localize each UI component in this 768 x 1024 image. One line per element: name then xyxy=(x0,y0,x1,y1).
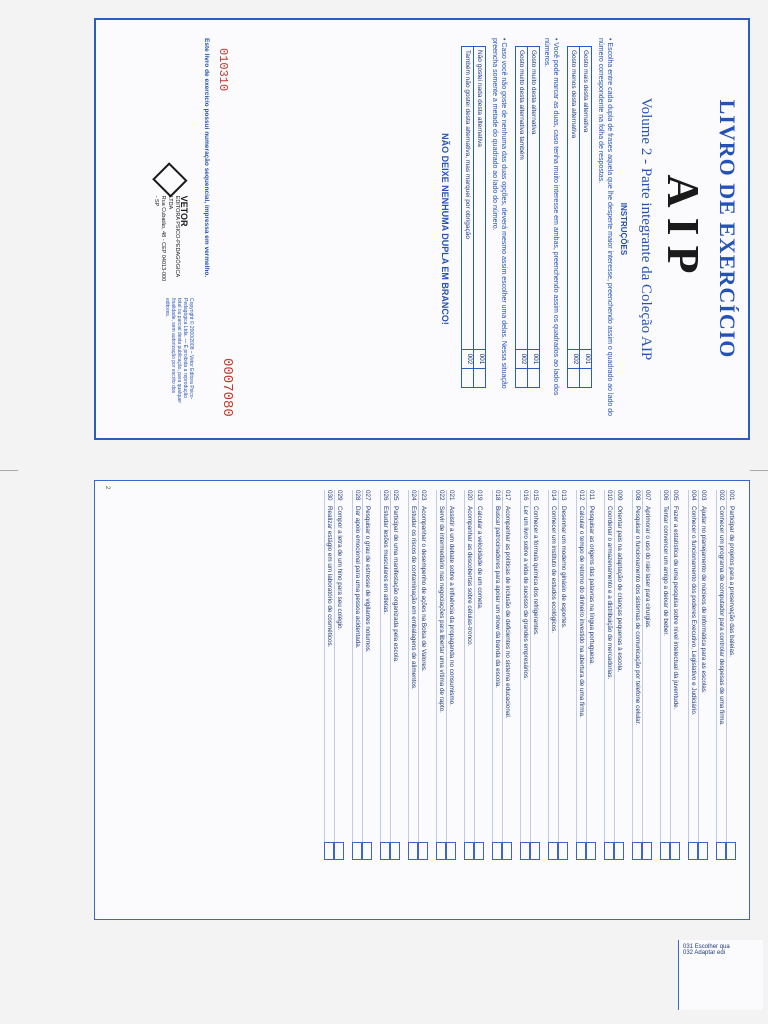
question-text: Orientar pais na adaptação de crianças pequenas à escola. xyxy=(616,506,623,673)
question-row xyxy=(642,490,652,860)
example-text: Também não gostei desta alternativa, mas marquei por obrigação xyxy=(464,50,471,239)
example-box xyxy=(462,368,473,387)
question-text: Pesquisar as origens das palavras na língua portuguesa. xyxy=(588,506,595,665)
publisher-address: Rua Cubatão, 48 - CEP 04013-000 - SP xyxy=(153,195,167,282)
answer-box[interactable] xyxy=(587,842,597,860)
question-number: 015 xyxy=(532,490,539,501)
example-num: 002 xyxy=(516,349,527,368)
example-row xyxy=(473,47,485,387)
question-number: 030 xyxy=(326,490,333,501)
question-number: 023 xyxy=(420,490,427,501)
example-row xyxy=(579,47,591,387)
next-page-edge xyxy=(678,940,763,1010)
cover-page xyxy=(94,18,750,440)
publisher-logo xyxy=(150,168,190,283)
answer-box[interactable] xyxy=(409,842,419,860)
question-number: 004 xyxy=(690,490,697,501)
question-number: 013 xyxy=(560,490,567,501)
question-number: 018 xyxy=(494,490,501,501)
question-list-page xyxy=(94,480,750,920)
answer-box[interactable] xyxy=(391,842,401,860)
question-text: Aprimorar o uso do raio laser para cirurgias. xyxy=(644,506,651,629)
instruction-3: • Caso você não goste de nenhuma das duas opções, deverá mesmo assim escolher uma delas. Nessa situação preencha somente a metade do quadrado ao lado do número. xyxy=(491,38,507,389)
question-row xyxy=(614,490,624,860)
question-row xyxy=(334,490,344,860)
example-row xyxy=(527,47,539,387)
example-row xyxy=(516,47,527,387)
question-text: Dar apoio emocional para uma pessoa acidentada. xyxy=(354,506,361,649)
question-number: 008 xyxy=(634,490,641,501)
question-number: 019 xyxy=(476,490,483,501)
question-row xyxy=(716,490,726,860)
question-text: Ler um livro sobre a vida de sucesso de grandes empresários. xyxy=(522,506,529,680)
example-box xyxy=(568,368,579,387)
publisher-info xyxy=(153,196,188,283)
question-row xyxy=(688,490,698,860)
answer-box[interactable] xyxy=(325,842,335,860)
question-text: Conhecer o funcionamento dos poderes Executivo, Legislativo e Judiciário. xyxy=(690,506,697,716)
question-row xyxy=(418,490,428,860)
question-number: 021 xyxy=(448,490,455,501)
question-row xyxy=(558,490,568,860)
question-number: 017 xyxy=(504,490,511,501)
question-row xyxy=(380,490,390,860)
question-number: 009 xyxy=(616,490,623,501)
question-row xyxy=(670,490,680,860)
question-row xyxy=(352,490,362,860)
answer-box[interactable] xyxy=(661,842,671,860)
serial-notice: Este livro de exercício possui numeração sequencial, impressa em vermelho. xyxy=(203,38,210,278)
question-text: Acompanhar o desempenho de ações na Bolsa de Valores. xyxy=(420,506,427,672)
example-box xyxy=(528,368,539,387)
question-number: 010 xyxy=(606,490,613,501)
next-page-items xyxy=(679,940,763,960)
answer-box[interactable] xyxy=(559,842,569,860)
answer-box[interactable] xyxy=(633,842,643,860)
next-item: 032 Adaptar edi xyxy=(683,950,726,956)
question-number: 020 xyxy=(466,490,473,501)
question-number: 026 xyxy=(382,490,389,501)
question-text: Desenhar um moderno ginásio de esportes. xyxy=(560,506,567,629)
question-row xyxy=(464,490,474,860)
answer-box[interactable] xyxy=(447,842,457,860)
question-row xyxy=(502,490,512,860)
question-row xyxy=(660,490,670,860)
example-text: Gosto muito desta alternativa xyxy=(530,50,537,135)
question-text: Pesquisar o grau de estresse de vigilantes noturnos. xyxy=(364,506,371,653)
answer-box[interactable] xyxy=(465,842,475,860)
question-number: 012 xyxy=(578,490,585,501)
example-table-1 xyxy=(567,46,592,388)
answer-box[interactable] xyxy=(605,842,615,860)
question-number: 016 xyxy=(522,490,529,501)
question-number: 022 xyxy=(438,490,445,501)
question-number: 027 xyxy=(364,490,371,501)
cover-title: LIVRO DE EXERCÍCIO xyxy=(715,99,740,359)
question-text: Estudar lesões musculares em atletas. xyxy=(382,506,389,615)
question-row xyxy=(408,490,418,860)
example-num: 002 xyxy=(568,349,579,368)
question-row xyxy=(632,490,642,860)
cover-subtitle: Volume 2 - Parte integrante da Coleção AIP xyxy=(638,97,654,361)
question-number: 024 xyxy=(410,490,417,501)
example-box xyxy=(580,368,591,387)
question-row xyxy=(474,490,484,860)
question-number: 002 xyxy=(718,490,725,501)
fold-mark-right xyxy=(750,470,768,471)
question-row xyxy=(446,490,456,860)
brand-title: AIP xyxy=(658,174,709,284)
question-text: Conhecer um instituto de estudos ecológicos. xyxy=(550,506,557,634)
question-number: 014 xyxy=(550,490,557,501)
answer-box[interactable] xyxy=(671,842,681,860)
answer-box[interactable] xyxy=(699,842,709,860)
question-row xyxy=(390,490,400,860)
example-box xyxy=(516,368,527,387)
instruction-1: • Escolha entre cada dupla de frases aquela que lhe desperte maior interesse, preenchendo assim o quadrado ao lado do número correspondente na folha de respostas. xyxy=(597,38,613,416)
question-row xyxy=(362,490,372,860)
question-number: 029 xyxy=(336,490,343,501)
question-text: Calcular a velocidade de um cometa. xyxy=(476,506,483,610)
question-text: Participar de uma manifestação organizada pela escola. xyxy=(392,506,399,663)
publisher-name: VETOR xyxy=(179,195,190,227)
example-text: Gosto muito desta alternativa também xyxy=(518,50,525,160)
instruction-2: • Você pode marcar as duas, caso tenha muito interesse em ambas, preenchendo assim os quadrados ao lado dos números. xyxy=(543,38,559,396)
answer-box[interactable] xyxy=(727,842,737,860)
example-table-2 xyxy=(515,46,540,388)
answer-box[interactable] xyxy=(549,842,559,860)
warning-text: NÃO DEIXE NENHUMA DUPLA EM BRANCO! xyxy=(440,133,450,325)
question-row xyxy=(548,490,558,860)
question-list xyxy=(324,490,736,860)
answer-box[interactable] xyxy=(521,842,531,860)
question-text: Servir de intermediário nas negociações para libertar uma vítima de rapto. xyxy=(438,506,445,713)
question-row xyxy=(520,490,530,860)
question-number: 001 xyxy=(728,490,735,501)
answer-box[interactable] xyxy=(717,842,727,860)
instructions-heading: INSTRUÇÕES xyxy=(619,202,628,256)
example-box xyxy=(474,368,485,387)
example-row xyxy=(462,47,473,387)
question-text: Ajudar no planejamento de núcleos de informática para as escolas. xyxy=(700,506,707,694)
publisher-sub: EDITORA PSICO-PEDAGÓGICA LTDA xyxy=(167,195,181,277)
answer-box[interactable] xyxy=(475,842,485,860)
answer-box[interactable] xyxy=(381,842,391,860)
question-text: Conhecer um programa de computador para controlar despesas de uma firma. xyxy=(718,506,725,726)
answer-box[interactable] xyxy=(615,842,625,860)
example-text: Gosto mais desta alternativa xyxy=(582,50,589,133)
question-row xyxy=(586,490,596,860)
serial-right: 0007080 xyxy=(219,358,235,417)
answer-box[interactable] xyxy=(353,842,363,860)
answer-box[interactable] xyxy=(503,842,513,860)
question-number: 003 xyxy=(700,490,707,501)
question-row xyxy=(530,490,540,860)
question-row xyxy=(698,490,708,860)
vetor-logo-icon xyxy=(152,162,187,197)
example-table-3 xyxy=(461,46,486,388)
answer-box[interactable] xyxy=(335,842,345,860)
question-text: Pesquisar o funcionamento dos sistemas de comunicação por telefone celular. xyxy=(634,506,641,726)
question-row xyxy=(324,490,334,860)
question-number: 005 xyxy=(672,490,679,501)
question-text: Conhecer a fórmula química dos refrigerantes. xyxy=(532,506,539,636)
example-num: 001 xyxy=(528,349,539,368)
question-text: Assistir a um debate sobre a influência da propaganda no consumismo. xyxy=(448,506,455,706)
question-row xyxy=(726,490,736,860)
example-text: Gosto menos desta alternativa xyxy=(570,50,577,139)
answer-box[interactable] xyxy=(643,842,653,860)
question-row xyxy=(576,490,586,860)
question-number: 007 xyxy=(644,490,651,501)
question-text: Participar de projetos para a preservação das baleias. xyxy=(728,506,735,657)
question-text: Buscar patrocinadores para apoiar um show da banda da escola. xyxy=(494,506,501,689)
question-text: Compor a letra de um hino para seu colégio. xyxy=(336,506,343,631)
question-text: Acompanhar as descobertas sobre células-tronco. xyxy=(466,506,473,647)
question-number: 025 xyxy=(392,490,399,501)
question-text: Tentar convencer um amigo a deixar de beber. xyxy=(662,506,669,636)
page-number: 2 xyxy=(104,486,110,490)
answer-box[interactable] xyxy=(577,842,587,860)
next-item: 031 Escolher qua xyxy=(683,944,730,950)
answer-box[interactable] xyxy=(493,842,503,860)
question-number: 028 xyxy=(354,490,361,501)
answer-box[interactable] xyxy=(363,842,373,860)
answer-box[interactable] xyxy=(437,842,447,860)
question-text: Estudar os riscos de contaminação em embalagens de alimentos. xyxy=(410,506,417,690)
serial-left: 010310 xyxy=(216,48,230,92)
question-text: Realizar estágio em um laboratório de cosméticos. xyxy=(326,506,333,648)
question-number: 011 xyxy=(588,490,595,501)
question-text: Acompanhar as políticas de inclusão de deficientes no sistema educacional. xyxy=(504,506,511,719)
question-row xyxy=(436,490,446,860)
answer-box[interactable] xyxy=(531,842,541,860)
fold-mark-left xyxy=(0,470,18,471)
question-text: Fazer a estatística de uma pesquisa sobre nível intelectual da juventude. xyxy=(672,506,679,710)
question-row xyxy=(492,490,502,860)
example-row xyxy=(568,47,579,387)
question-text: Coordenar o armazenamento e a distribuição de mercadorias. xyxy=(606,506,613,680)
example-num: 001 xyxy=(474,349,485,368)
question-number: 006 xyxy=(662,490,669,501)
answer-box[interactable] xyxy=(419,842,429,860)
question-row xyxy=(604,490,614,860)
question-text: Calcular o tempo de retorno do dinheiro investido na abertura de uma firma. xyxy=(578,506,585,718)
answer-box[interactable] xyxy=(689,842,699,860)
example-text: Não gostei nada desta alternativa xyxy=(476,50,483,147)
example-num: 001 xyxy=(580,349,591,368)
copyright-note: Copyright © 2000/2008 – Vetor Editora Psico-Pedagógica Ltda. — É proibida a reprodução total ou parcial desta publicação, para qualquer finalidade, sem autorização por escrito dos editores. xyxy=(164,298,194,404)
example-num: 002 xyxy=(462,349,473,368)
